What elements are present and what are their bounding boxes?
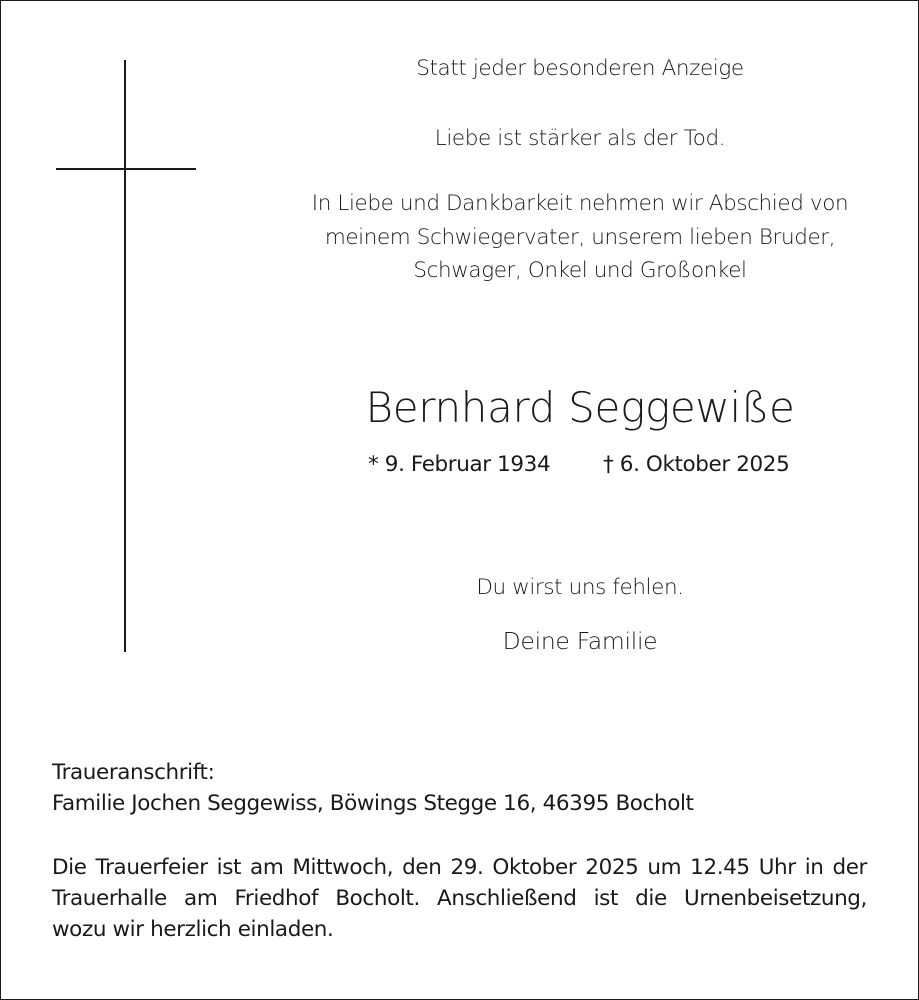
notice-intro-line-1: In Liebe und Dankbarkeit nehmen wir Abschied von xyxy=(311,191,849,216)
ceremony-block xyxy=(52,852,867,945)
cross-icon-vertical-bar xyxy=(124,60,126,652)
notice-intro-line-2: meinem Schwiegervater, unserem lieben Bruder, xyxy=(324,225,836,250)
ceremony-line-2: Trauerhalle am Friedhof Bocholt. Anschließend ist die Urnenbeisetzung, xyxy=(52,886,867,911)
notice-heading: Statt jeder besonderen Anzeige xyxy=(416,56,744,81)
notice-signature: Deine Familie xyxy=(502,627,658,655)
notice-intro-line-3: Schwager, Onkel und Großonkel xyxy=(413,258,747,283)
notice-closing: Du wirst uns fehlen. xyxy=(476,575,684,600)
death-date: † 6. Oktober 2025 xyxy=(603,452,790,477)
ceremony-line-3: wozu wir herzlich einladen. xyxy=(52,917,334,942)
contact-block xyxy=(52,757,867,819)
contact-address: Familie Jochen Seggewiss, Böwings Stegge 16, 46395 Bocholt xyxy=(52,791,694,816)
deceased-name: Bernhard Seggewiße xyxy=(365,383,795,432)
notice-motto: Liebe ist stärker als der Tod. xyxy=(434,126,726,151)
contact-label: Traueranschrift: xyxy=(52,760,215,785)
ceremony-line-1: Die Trauerfeier ist am Mittwoch, den 29. Oktober 2025 um 12.45 Uhr in der xyxy=(52,855,867,880)
life-dates xyxy=(250,452,910,482)
obituary-center-block xyxy=(250,0,910,700)
cross-icon-horizontal-bar xyxy=(56,168,196,170)
birth-date: * 9. Februar 1934 xyxy=(368,452,551,477)
